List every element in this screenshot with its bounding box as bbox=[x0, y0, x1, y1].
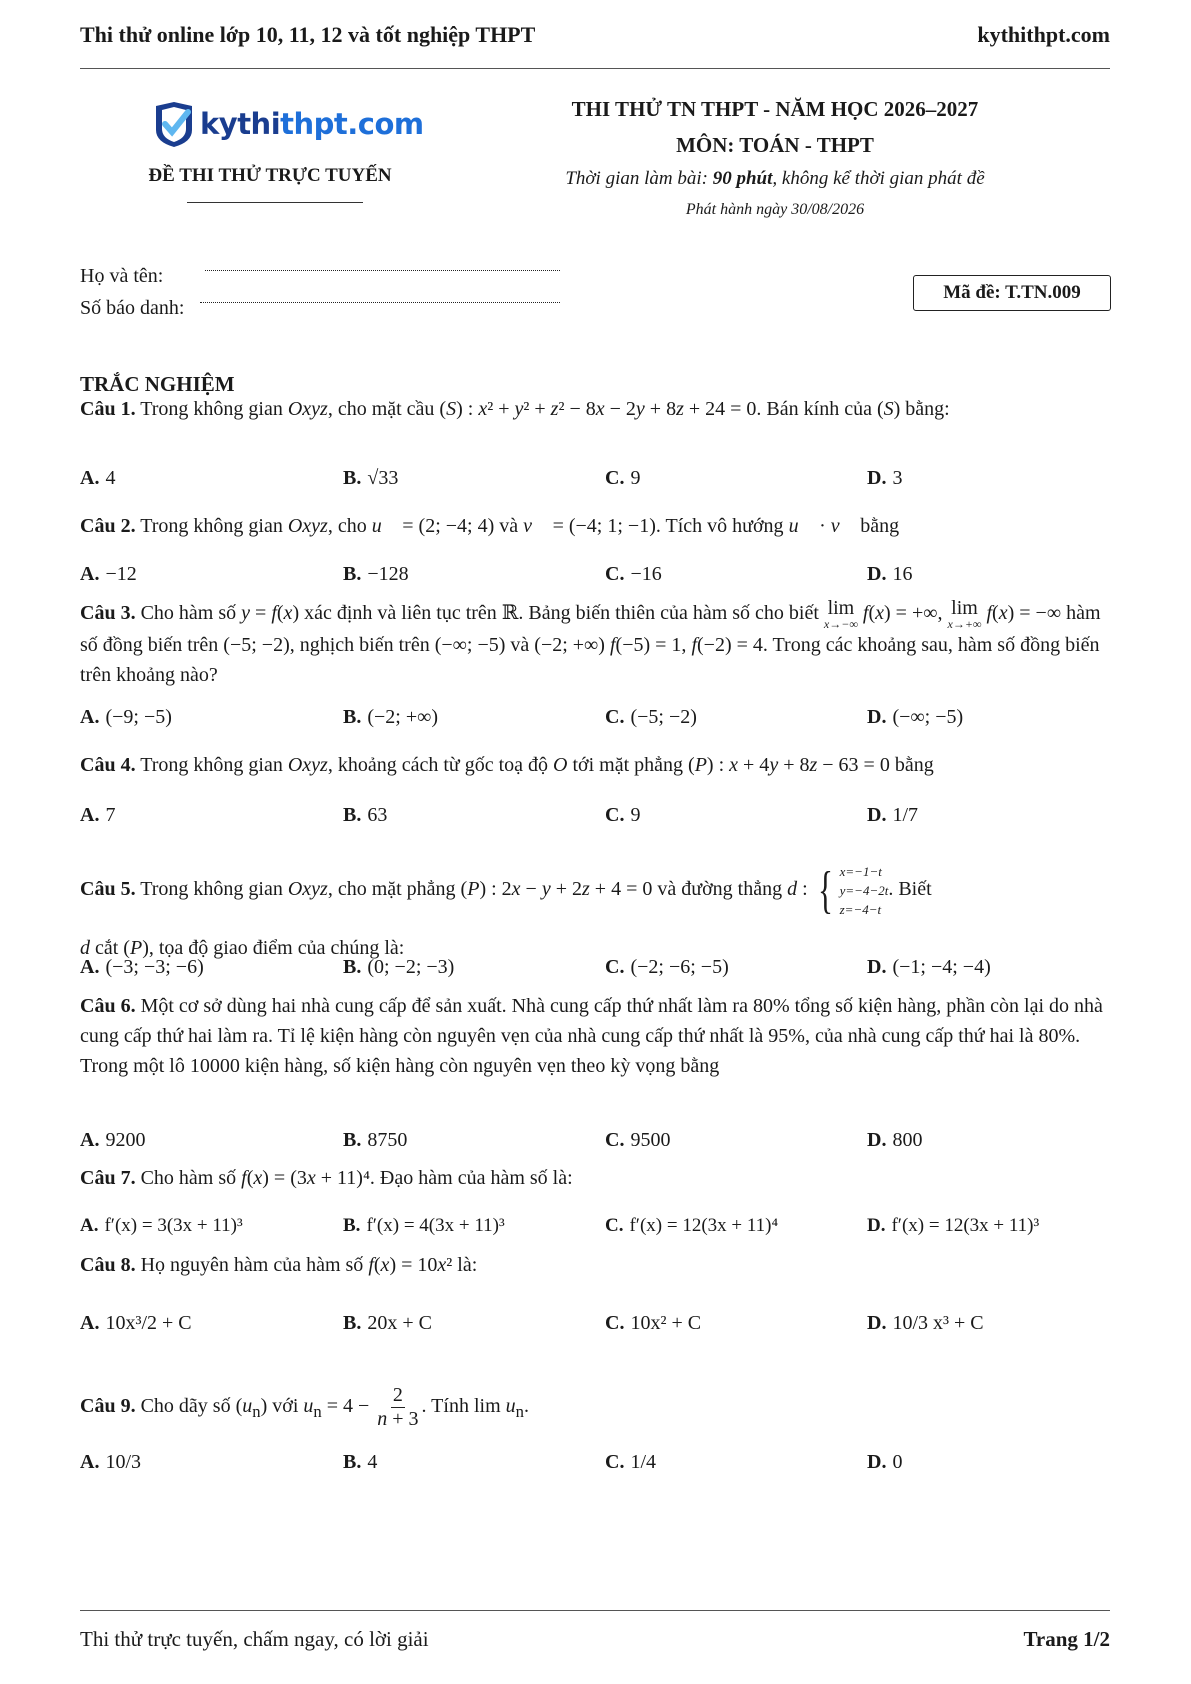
option-d[interactable]: D. 0 bbox=[867, 1450, 903, 1473]
option-a[interactable]: A. (−3; −3; −6) bbox=[80, 955, 204, 978]
question-label: Câu 4. bbox=[80, 754, 136, 776]
option-b[interactable]: B. 63 bbox=[343, 803, 388, 826]
question-2: Câu 2. Trong không gian Oxyz, cho u⃗ = (2; −4; 4) và v⃗ = (−4; 1; −1). Tích vô hướng u⃗ · v⃗ bằng bbox=[80, 515, 900, 537]
options-q3 bbox=[80, 695, 1110, 739]
option-d[interactable]: D. 800 bbox=[867, 1128, 923, 1151]
question-label: Câu 5. bbox=[80, 878, 136, 901]
name-label: Họ và tên: bbox=[80, 265, 164, 287]
option-b[interactable]: B. (0; −2; −3) bbox=[343, 955, 455, 978]
option-d[interactable]: D. f′(x) = 12(3x + 11)³ bbox=[867, 1215, 1040, 1236]
name-field bbox=[80, 265, 163, 288]
issue-date: Phát hành ngày 30/08/2026 bbox=[685, 201, 865, 218]
option-d[interactable]: D. (−∞; −5) bbox=[867, 705, 964, 728]
option-b[interactable]: B. f′(x) = 4(3x + 11)³ bbox=[343, 1215, 505, 1236]
tagline-rule bbox=[187, 202, 363, 203]
option-a[interactable]: A. 10x³/2 + C bbox=[80, 1311, 192, 1334]
option-c[interactable]: C. f′(x) = 12(3x + 11)⁴ bbox=[605, 1215, 779, 1236]
name-dotted-line[interactable] bbox=[205, 270, 560, 271]
option-b[interactable]: B. −128 bbox=[343, 562, 409, 585]
tagline: ĐỀ THI THỬ TRỰC TUYẾN bbox=[148, 165, 392, 186]
option-b[interactable]: B. √33 bbox=[343, 466, 399, 489]
header-rule bbox=[80, 68, 1110, 69]
option-d[interactable]: D. 1/7 bbox=[867, 803, 919, 826]
question-label: Câu 3. bbox=[80, 602, 136, 624]
exam-time bbox=[510, 168, 1040, 190]
options-q8 bbox=[80, 1288, 1110, 1358]
question-label: Câu 1. bbox=[80, 398, 136, 420]
question-label: Câu 6. bbox=[80, 995, 136, 1017]
question-label: Câu 8. bbox=[80, 1254, 136, 1276]
option-a[interactable]: A. f′(x) = 3(3x + 11)³ bbox=[80, 1215, 243, 1236]
footer-left: Thi thử trực tuyến, chấm ngay, có lời giải bbox=[80, 1627, 429, 1651]
header-left: Thi thử online lớp 10, 11, 12 và tốt nghiệp THPT bbox=[80, 22, 536, 47]
option-c[interactable]: C. 1/4 bbox=[605, 1450, 657, 1473]
options-q9 bbox=[80, 1430, 1110, 1494]
option-d[interactable]: D. 16 bbox=[867, 562, 913, 585]
options-q6 bbox=[80, 1118, 1110, 1162]
options-q1 bbox=[80, 456, 1110, 500]
header-site[interactable]: kythithpt.com bbox=[977, 22, 1110, 47]
footer-rule bbox=[80, 1610, 1110, 1611]
options-q5 bbox=[80, 945, 1110, 989]
option-d[interactable]: D. 3 bbox=[867, 466, 903, 489]
option-b[interactable]: B. 20x + C bbox=[343, 1311, 432, 1334]
time-suffix: , không kể thời gian phát đề bbox=[772, 168, 985, 189]
option-c[interactable]: C. 9500 bbox=[605, 1128, 671, 1151]
option-c[interactable]: C. (−5; −2) bbox=[605, 705, 697, 728]
id-label: Số báo danh: bbox=[80, 297, 185, 319]
option-d[interactable]: D. (−1; −4; −4) bbox=[867, 955, 991, 978]
option-b[interactable]: B. (−2; +∞) bbox=[343, 705, 439, 728]
option-d[interactable]: D. 10/3 x³ + C bbox=[867, 1311, 984, 1334]
question-9: Câu 9. Cho dãy số $(u_n)$ với $u_n = 4$ − $\frac{2}{n + 3}$ . Tính $\lim u_n$. bbox=[80, 1384, 529, 1430]
option-a[interactable]: A. −12 bbox=[80, 562, 137, 585]
question-8: Câu 8. Họ nguyên hàm của hàm số f(x) = 10x² là: bbox=[80, 1254, 478, 1276]
section-title: TRẮC NGHIỆM bbox=[80, 372, 235, 396]
logo-check-icon bbox=[152, 100, 196, 148]
question-7: Câu 7. Cho hàm số f(x) = (3x + 11)⁴. Đạo hàm của hàm số là: bbox=[80, 1167, 573, 1189]
option-a[interactable]: A. 10/3 bbox=[80, 1450, 142, 1473]
brand-logo bbox=[152, 100, 424, 148]
options-q7 bbox=[80, 1204, 1110, 1248]
time-prefix: Thời gian làm bài: bbox=[565, 168, 713, 189]
option-c[interactable]: C. 9 bbox=[605, 803, 641, 826]
options-q2 bbox=[80, 552, 1110, 596]
id-field bbox=[80, 297, 184, 320]
exam-subject: MÔN: TOÁN - THPT bbox=[676, 133, 874, 157]
page-footer bbox=[80, 1627, 1110, 1652]
page-header bbox=[80, 22, 1110, 54]
question-1: Câu 1. Trong không gian Oxyz, cho mặt cầu (S) : x² + y² + z² − 8x − 2y + 8z + 24 = 0. Bán kính của (S) bằng: bbox=[80, 398, 950, 420]
question-4: Câu 4. Trong không gian Oxyz, khoảng cách từ gốc toạ độ O tới mặt phẳng (P) : x + 4y + 8z − 63 = 0 bằng bbox=[80, 754, 934, 776]
question-6: Câu 6. Một cơ sở dùng hai nhà cung cấp để sản xuất. Nhà cung cấp thứ nhất làm ra 80% tổng số kiện hàng, phần còn lại do nhà cung cấp thứ hai làm ra. Tỉ lệ kiện hàng còn nguyên vẹn của nhà cung cấp thứ nhất là 95%, của nhà cung cấp thứ hai là 80%. Trong một lô 10000 kiện hàng, số kiện hàng còn nguyên vẹn theo kỳ vọng bằng bbox=[80, 995, 1103, 1077]
logo-text-1: kythi bbox=[200, 107, 281, 141]
question-label: Câu 2. bbox=[80, 515, 136, 537]
question-label: Câu 7. bbox=[80, 1167, 136, 1189]
question-3: Câu 3. Cho hàm số y = f(x) xác định và liên tục trên ℝ. Bảng biến thiên của hàm số cho biết lim x→−∞ f(x) = +∞, lim x→+∞ f(x) = −∞ hàm số đồng biến trên (−5; −2), nghịch biến trên (−∞; −5) và (−2; +∞) f(−5) = 1, f(−2) = 4. Trong các khoảng sau, hàm số đồng biến trên khoảng nào? bbox=[80, 597, 1101, 686]
option-a[interactable]: A. 9200 bbox=[80, 1128, 146, 1151]
question-5: Câu 5. Trong không gian Oxyz, cho mặt phẳng (P) : 2x − y + 2z + 4 = 0 và đường thẳng d : { x=−1−t y=−4−2t z=−4−t . Biết d cắt (P), tọa độ giao điểm của chúng là: bbox=[80, 861, 932, 959]
option-c[interactable]: C. 10x² + C bbox=[605, 1311, 702, 1334]
page-number: Trang 1/2 bbox=[1023, 1627, 1110, 1651]
option-a[interactable]: A. (−9; −5) bbox=[80, 705, 172, 728]
exam-page bbox=[80, 0, 1110, 1684]
option-b[interactable]: B. 4 bbox=[343, 1450, 378, 1473]
option-a[interactable]: A. 4 bbox=[80, 466, 116, 489]
option-c[interactable]: C. 9 bbox=[605, 466, 641, 489]
option-c[interactable]: C. −16 bbox=[605, 562, 662, 585]
options-q4 bbox=[80, 787, 1110, 843]
option-c[interactable]: C. (−2; −6; −5) bbox=[605, 955, 729, 978]
option-b[interactable]: B. 8750 bbox=[343, 1128, 408, 1151]
time-value: 90 phút bbox=[712, 168, 773, 189]
exam-code-box: Mã đề: T.TN.009 bbox=[913, 275, 1111, 311]
logo-text-2: thpt.com bbox=[280, 107, 424, 141]
option-a[interactable]: A. 7 bbox=[80, 803, 116, 826]
id-dotted-line[interactable] bbox=[200, 302, 560, 303]
question-label: Câu 9. bbox=[80, 1395, 136, 1418]
exam-title: THI THỬ TN THPT - NĂM HỌC 2026–2027 bbox=[571, 97, 979, 121]
